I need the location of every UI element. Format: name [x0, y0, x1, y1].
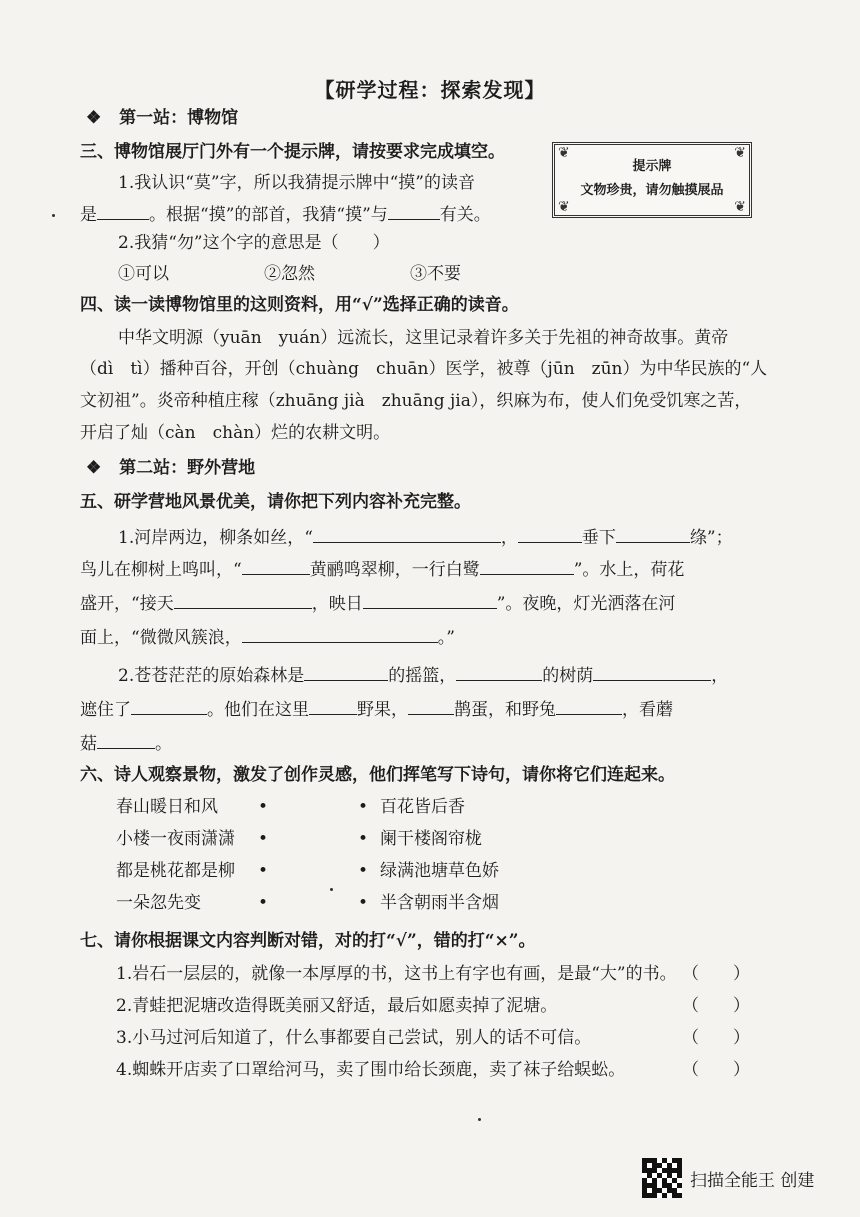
q7-item-1: 1.岩石一层层的，就像一本厚厚的书，这书上有字也有画，是最“大”的书。	[116, 964, 677, 984]
watermark-text: 扫描全能王 创建	[690, 1170, 815, 1191]
q6-right-4[interactable]: • 半含朝雨半含烟	[358, 893, 500, 913]
q3-line2: 2.我猜“勿”这个字的意思是（ ）	[118, 233, 390, 253]
blank[interactable]	[593, 662, 711, 681]
station-2-heading: ❖ 第二站：野外营地	[86, 458, 256, 478]
blank[interactable]	[616, 524, 690, 543]
q3-heading: 三、博物馆展厅门外有一个提示牌，请按要求完成填空。	[80, 142, 505, 162]
scan-speck	[478, 1118, 481, 1121]
q4-para-3: 文初祖”。炎帝种植庄稼（zhuāng jià zhuāng jia），织麻为布，使人们免受饥寒之苦，	[80, 391, 752, 411]
blank[interactable]	[456, 662, 542, 681]
q5-line-d: 面上，“微微风簇浪， 。”	[80, 624, 455, 650]
scan-speck	[52, 214, 55, 217]
q4-para-1: 中华文明源（yuān yuán）远流长，这里记录着许多关于先祖的神奇故事。黄帝	[118, 328, 729, 348]
q3-option-1: ①可以	[118, 264, 169, 284]
q6-left-1[interactable]: 春山暖日和风	[116, 797, 218, 817]
q7-item-4: 4.蜘蛛开店卖了口罩给河马，卖了围巾给长颈鹿，卖了袜子给蜈蚣。	[116, 1060, 626, 1080]
scan-speck	[330, 888, 333, 891]
corner-ornament-icon: ❦	[734, 199, 746, 215]
blank[interactable]	[408, 696, 454, 715]
station-1-heading: ❖ 第一站：博物馆	[86, 108, 239, 128]
q3-line1-cont: 是 。根据“摸”的部首，我猜“摸”与 有关。	[80, 201, 491, 227]
q7-answer-2[interactable]: （ ）	[682, 996, 750, 1016]
q6-left-dot[interactable]: •	[258, 893, 269, 913]
sign-body: 文物珍贵，请勿触摸展品	[580, 183, 724, 198]
q6-right-1[interactable]: • 百花皆后香	[358, 797, 466, 817]
q6-right-2[interactable]: • 阑干楼阁帘栊	[358, 829, 483, 849]
qr-code-icon	[642, 1158, 682, 1198]
q5-line-g: 菇 。	[80, 730, 172, 756]
blank[interactable]	[518, 524, 582, 543]
q7-answer-4[interactable]: （ ）	[682, 1060, 750, 1080]
q7-item-2: 2.青蛙把泥塘改造得既美丽又舒适，最后如愿卖掉了泥塘。	[116, 996, 558, 1016]
q4-para-4: 开启了灿（càn chàn）烂的农耕文明。	[80, 423, 391, 443]
q5-heading: 五、研学营地风景优美，请你把下列内容补充完整。	[80, 492, 471, 512]
blank[interactable]	[242, 556, 310, 575]
notice-sign	[552, 142, 752, 218]
scanner-watermark	[642, 1158, 814, 1198]
q7-heading: 七、请你根据课文内容判断对错，对的打“√”，错的打“×”。	[80, 931, 536, 951]
section-title: 【研学过程：探索发现】	[314, 78, 546, 102]
blank[interactable]	[174, 590, 312, 609]
q5-line-e: 2.苍苍茫茫的原始森林是 的摇篮， 的树荫 ，	[118, 662, 728, 688]
q6-left-4[interactable]: 一朵忽先变	[116, 893, 201, 913]
diamond-icon: ❖	[86, 458, 102, 478]
blank[interactable]	[363, 590, 497, 609]
diamond-icon: ❖	[86, 108, 102, 128]
sign-title: 提示牌	[632, 159, 672, 174]
q4-heading: 四、读一读博物馆里的这则资料，用“√”选择正确的读音。	[80, 295, 519, 315]
q3-option-2: ②忽然	[264, 264, 315, 284]
blank[interactable]	[313, 524, 501, 543]
corner-ornament-icon: ❦	[734, 145, 746, 161]
blank[interactable]	[480, 556, 574, 575]
q7-answer-1[interactable]: （ ）	[682, 964, 750, 984]
q6-left-2[interactable]: 小楼一夜雨潇潇	[116, 829, 235, 849]
q3-line1: 1.我认识“莫”字，所以我猜提示牌中“摸”的读音	[118, 173, 475, 193]
q5-line-b: 鸟儿在柳树上鸣叫，“ 黄鹂鸣翠柳，一行白鹭 ”。水上，荷花	[80, 556, 684, 582]
blank[interactable]	[304, 662, 388, 681]
q6-heading: 六、诗人观察景物，激发了创作灵感，他们挥笔写下诗句，请你将它们连起来。	[80, 765, 675, 785]
blank-relation[interactable]	[388, 201, 440, 220]
q6-left-dot[interactable]: •	[258, 829, 269, 849]
q4-para-2: （dì tì）播种百谷，开创（chuàng chuān）医学，被尊（jūn zūn）为中华民族的“人	[80, 359, 768, 379]
blank[interactable]	[556, 696, 622, 715]
q5-line-c: 盛开，“接天 ，映日 ”。夜晚，灯光洒落在河	[80, 590, 675, 616]
q7-answer-3[interactable]: （ ）	[682, 1028, 750, 1048]
q6-left-3[interactable]: 都是桃花都是柳	[116, 861, 235, 881]
corner-ornament-icon: ❦	[558, 145, 570, 161]
q7-item-3: 3.小马过河后知道了，什么事都要自己尝试，别人的话不可信。	[116, 1028, 592, 1048]
blank[interactable]	[242, 624, 438, 643]
q5-line-f: 遮住了 。他们在这里 野果， 鹊蛋，和野兔 ，看蘑	[80, 696, 673, 722]
q6-left-dot[interactable]: •	[258, 797, 269, 817]
blank[interactable]	[309, 696, 357, 715]
blank[interactable]	[131, 696, 207, 715]
q6-right-3[interactable]: • 绿满池塘草色娇	[358, 861, 500, 881]
q6-left-dot[interactable]: •	[258, 861, 269, 881]
blank[interactable]	[97, 730, 155, 749]
blank-pronunciation[interactable]	[97, 201, 149, 220]
q5-line-a: 1.河岸两边，柳条如丝，“ ， 垂下 绦”；	[118, 524, 733, 550]
corner-ornament-icon: ❦	[558, 199, 570, 215]
q3-option-3: ③不要	[410, 264, 461, 284]
